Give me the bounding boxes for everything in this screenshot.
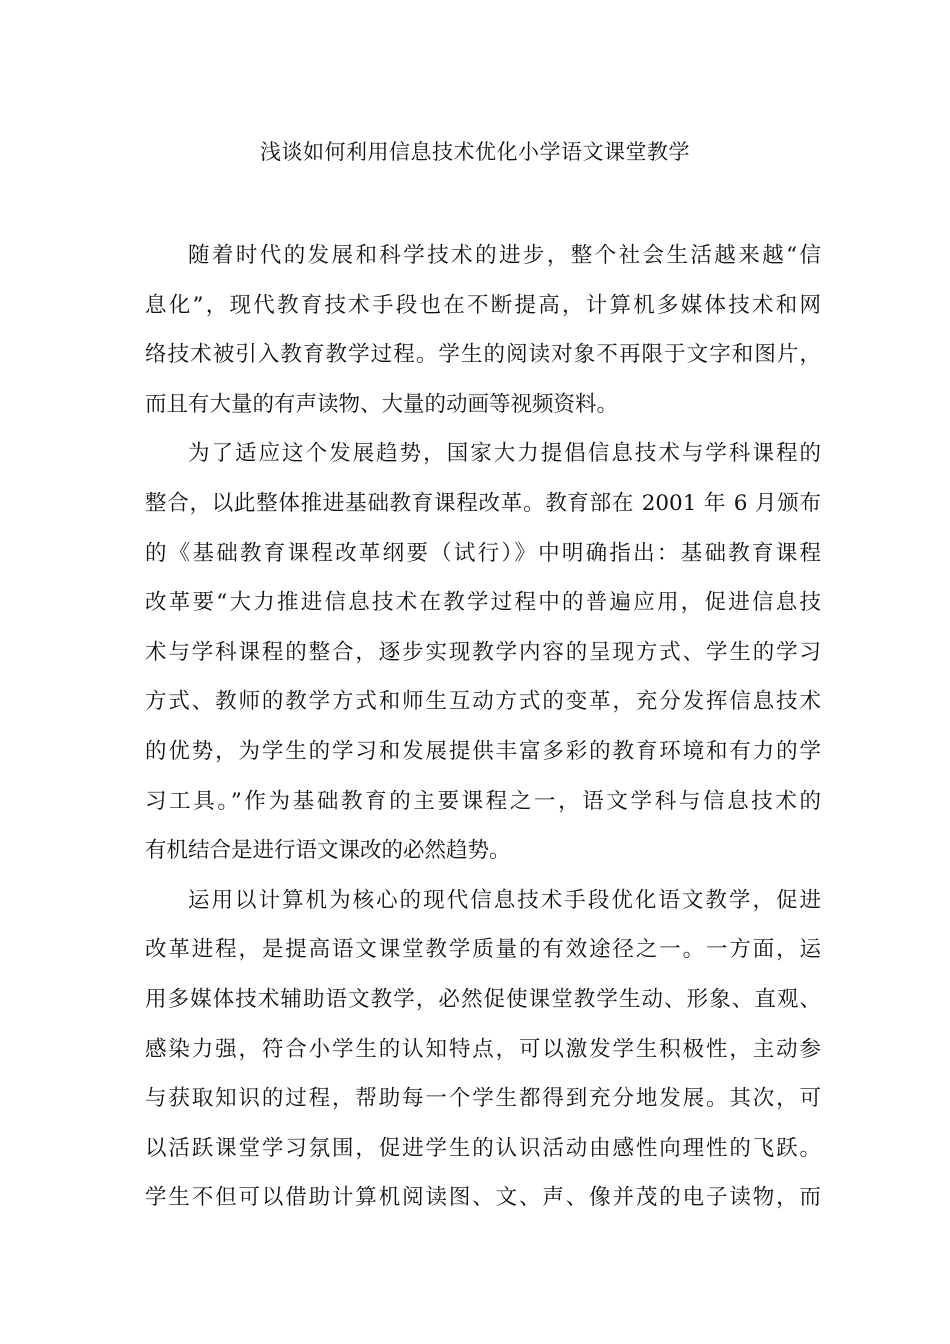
text-line: 运用以计算机为核心的现代信息技术手段优化语文教学，促进 xyxy=(188,887,821,913)
text-line: 以活跃课堂学习氛围，促进学生的认识活动由感性向理性的飞跃。 xyxy=(145,1135,821,1161)
text-line: 息化”，现代教育技术手段也在不断提高，计算机多媒体技术和网 xyxy=(145,292,821,318)
text-line: 的《基础教育课程改革纲要（试行）》中明确指出：基础教育课程 xyxy=(145,540,821,566)
text-line: 有机结合是进行语文课改的必然趋势。 xyxy=(145,838,511,864)
text-line: 用多媒体技术辅助语文教学，必然促使课堂教学生动、形象、直观、 xyxy=(145,986,821,1012)
document-body xyxy=(145,231,821,1223)
text-line: 改革要“大力推进信息技术在教学过程中的普遍应用，促进信息技 xyxy=(145,590,821,616)
text-line: 改革进程，是提高语文课堂教学质量的有效途径之一。一方面，运 xyxy=(145,937,821,963)
text-line: 感染力强，符合小学生的认知特点，可以激发学生积极性，主动参 xyxy=(145,1036,821,1062)
text-line: 络技术被引入教育教学过程。学生的阅读对象不再限于文字和图片， xyxy=(145,342,821,368)
text-line: 习工具。”作为基础教育的主要课程之一，语文学科与信息技术的 xyxy=(145,788,821,814)
document-title: 浅谈如何利用信息技术优化小学语文课堂教学 xyxy=(260,140,690,164)
text-line: 的优势，为学生的学习和发展提供丰富多彩的教育环境和有力的学 xyxy=(145,738,821,764)
text-line: 方式、教师的教学方式和师生互动方式的变革，充分发挥信息技术 xyxy=(145,689,821,715)
text-line: 术与学科课程的整合，逐步实现教学内容的呈现方式、学生的学习 xyxy=(145,639,821,665)
text-line: 而且有大量的有声读物、大量的动画等视频资料。 xyxy=(145,391,619,417)
text-line: 为了适应这个发展趋势，国家大力提倡信息技术与学科课程的 xyxy=(188,441,821,467)
text-line: 学生不但可以借助计算机阅读图、文、声、像并茂的电子读物，而 xyxy=(145,1185,821,1211)
text-line: 随着时代的发展和科学技术的进步，整个社会生活越来越“信 xyxy=(188,243,821,268)
text-line: 整合，以此整体推进基础教育课程改革。教育部在 2001 年 6 月颁布 xyxy=(145,490,821,516)
text-line: 与获取知识的过程，帮助每一个学生都得到充分地发展。其次，可 xyxy=(145,1086,821,1112)
